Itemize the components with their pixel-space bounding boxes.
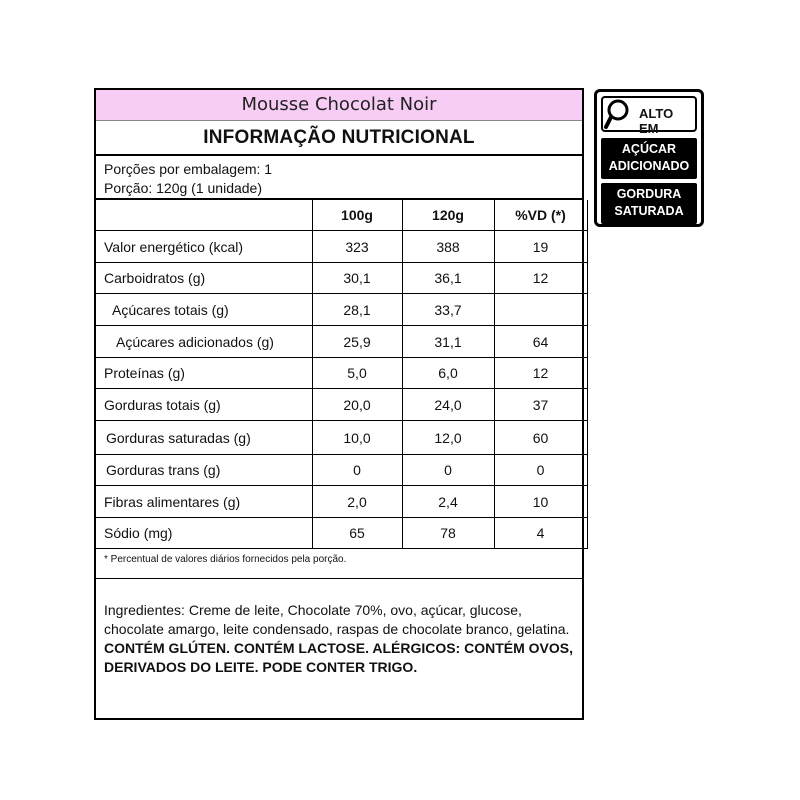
value-120g: 78 — [402, 518, 494, 549]
table-row — [96, 326, 587, 358]
nutrient-name: Carboidratos (g) — [96, 263, 312, 294]
table-row — [96, 421, 587, 455]
value-vd: 64 — [494, 326, 587, 358]
ingredients-text: Ingredientes: Creme de leite, Chocolate 70%, ovo, açúcar, glucose, chocolate amargo, leite condensado, raspas de chocolate branco, gelatina. — [104, 602, 570, 637]
nutrient-name: Proteínas (g) — [96, 358, 312, 389]
seal-fat-line1: GORDURA — [616, 187, 682, 201]
value-120g: 36,1 — [402, 263, 494, 294]
nutrient-name: Açúcares totais (g) — [96, 294, 312, 326]
seal-header — [601, 96, 697, 136]
seal-fat-box — [601, 183, 697, 224]
value-100g: 2,0 — [312, 486, 402, 518]
table-row — [96, 294, 587, 326]
value-120g: 12,0 — [402, 421, 494, 455]
value-vd: 0 — [494, 455, 587, 486]
value-120g: 33,7 — [402, 294, 494, 326]
table-header-row — [96, 200, 587, 231]
value-vd: 10 — [494, 486, 587, 518]
value-120g: 24,0 — [402, 389, 494, 421]
seal-sugar-line2: ADICIONADO — [608, 159, 690, 173]
table-row — [96, 231, 587, 263]
value-100g: 5,0 — [312, 358, 402, 389]
front-warning-seal — [594, 89, 704, 227]
table-header-nutrient — [96, 200, 312, 231]
table-row — [96, 486, 587, 518]
value-100g: 323 — [312, 231, 402, 263]
nutrition-label — [94, 88, 584, 720]
portion-size: Porção: 120g (1 unidade) — [104, 180, 262, 196]
portion-info — [96, 156, 582, 200]
nutrition-table — [96, 200, 588, 549]
value-vd: 12 — [494, 358, 587, 389]
value-100g: 28,1 — [312, 294, 402, 326]
value-120g: 0 — [402, 455, 494, 486]
nutrient-name: Gorduras totais (g) — [96, 389, 312, 421]
table-row — [96, 518, 587, 549]
table-row — [96, 358, 587, 389]
table-header-vd: %VD (*) — [494, 200, 587, 231]
value-100g: 65 — [312, 518, 402, 549]
table-header-100g: 100g — [312, 200, 402, 231]
table-row — [96, 263, 587, 294]
value-100g: 10,0 — [312, 421, 402, 455]
allergen-warning: CONTÉM GLÚTEN. CONTÉM LACTOSE. ALÉRGICOS: CONTÉM OVOS, DERIVADOS DO LEITE. PODE CONTER TRIGO. — [104, 640, 574, 675]
value-120g: 31,1 — [402, 326, 494, 358]
value-vd: 4 — [494, 518, 587, 549]
footnote: * Percentual de valores diários fornecidos pela porção. — [96, 549, 582, 579]
magnifier-icon — [604, 97, 638, 131]
nutrient-name: Gorduras trans (g) — [96, 455, 312, 486]
value-vd: 60 — [494, 421, 587, 455]
nutrient-name: Fibras alimentares (g) — [96, 486, 312, 518]
value-vd: 12 — [494, 263, 587, 294]
nutrient-name: Gorduras saturadas (g) — [96, 421, 312, 455]
seal-header-text: ALTO EM — [639, 106, 674, 136]
table-row — [96, 455, 587, 486]
value-vd: 19 — [494, 231, 587, 263]
nutrient-name: Valor energético (kcal) — [96, 231, 312, 263]
value-120g: 6,0 — [402, 358, 494, 389]
ingredients — [96, 579, 582, 677]
seal-sugar-box — [601, 138, 697, 179]
value-vd: 37 — [494, 389, 587, 421]
nutrient-name: Açúcares adicionados (g) — [96, 326, 312, 358]
value-100g: 20,0 — [312, 389, 402, 421]
table-row — [96, 389, 587, 421]
nutrient-name: Sódio (mg) — [96, 518, 312, 549]
table-header-120g: 120g — [402, 200, 494, 231]
product-title: Mousse Chocolat Noir — [96, 90, 582, 121]
value-100g: 30,1 — [312, 263, 402, 294]
seal-fat-line2: SATURADA — [614, 204, 684, 218]
value-120g: 388 — [402, 231, 494, 263]
portions-per-package: Porções por embalagem: 1 — [104, 161, 273, 177]
value-100g: 0 — [312, 455, 402, 486]
value-100g: 25,9 — [312, 326, 402, 358]
nutrition-heading: INFORMAÇÃO NUTRICIONAL — [96, 121, 582, 156]
seal-sugar-line1: AÇÚCAR — [621, 142, 677, 156]
value-120g: 2,4 — [402, 486, 494, 518]
value-vd — [494, 294, 587, 326]
